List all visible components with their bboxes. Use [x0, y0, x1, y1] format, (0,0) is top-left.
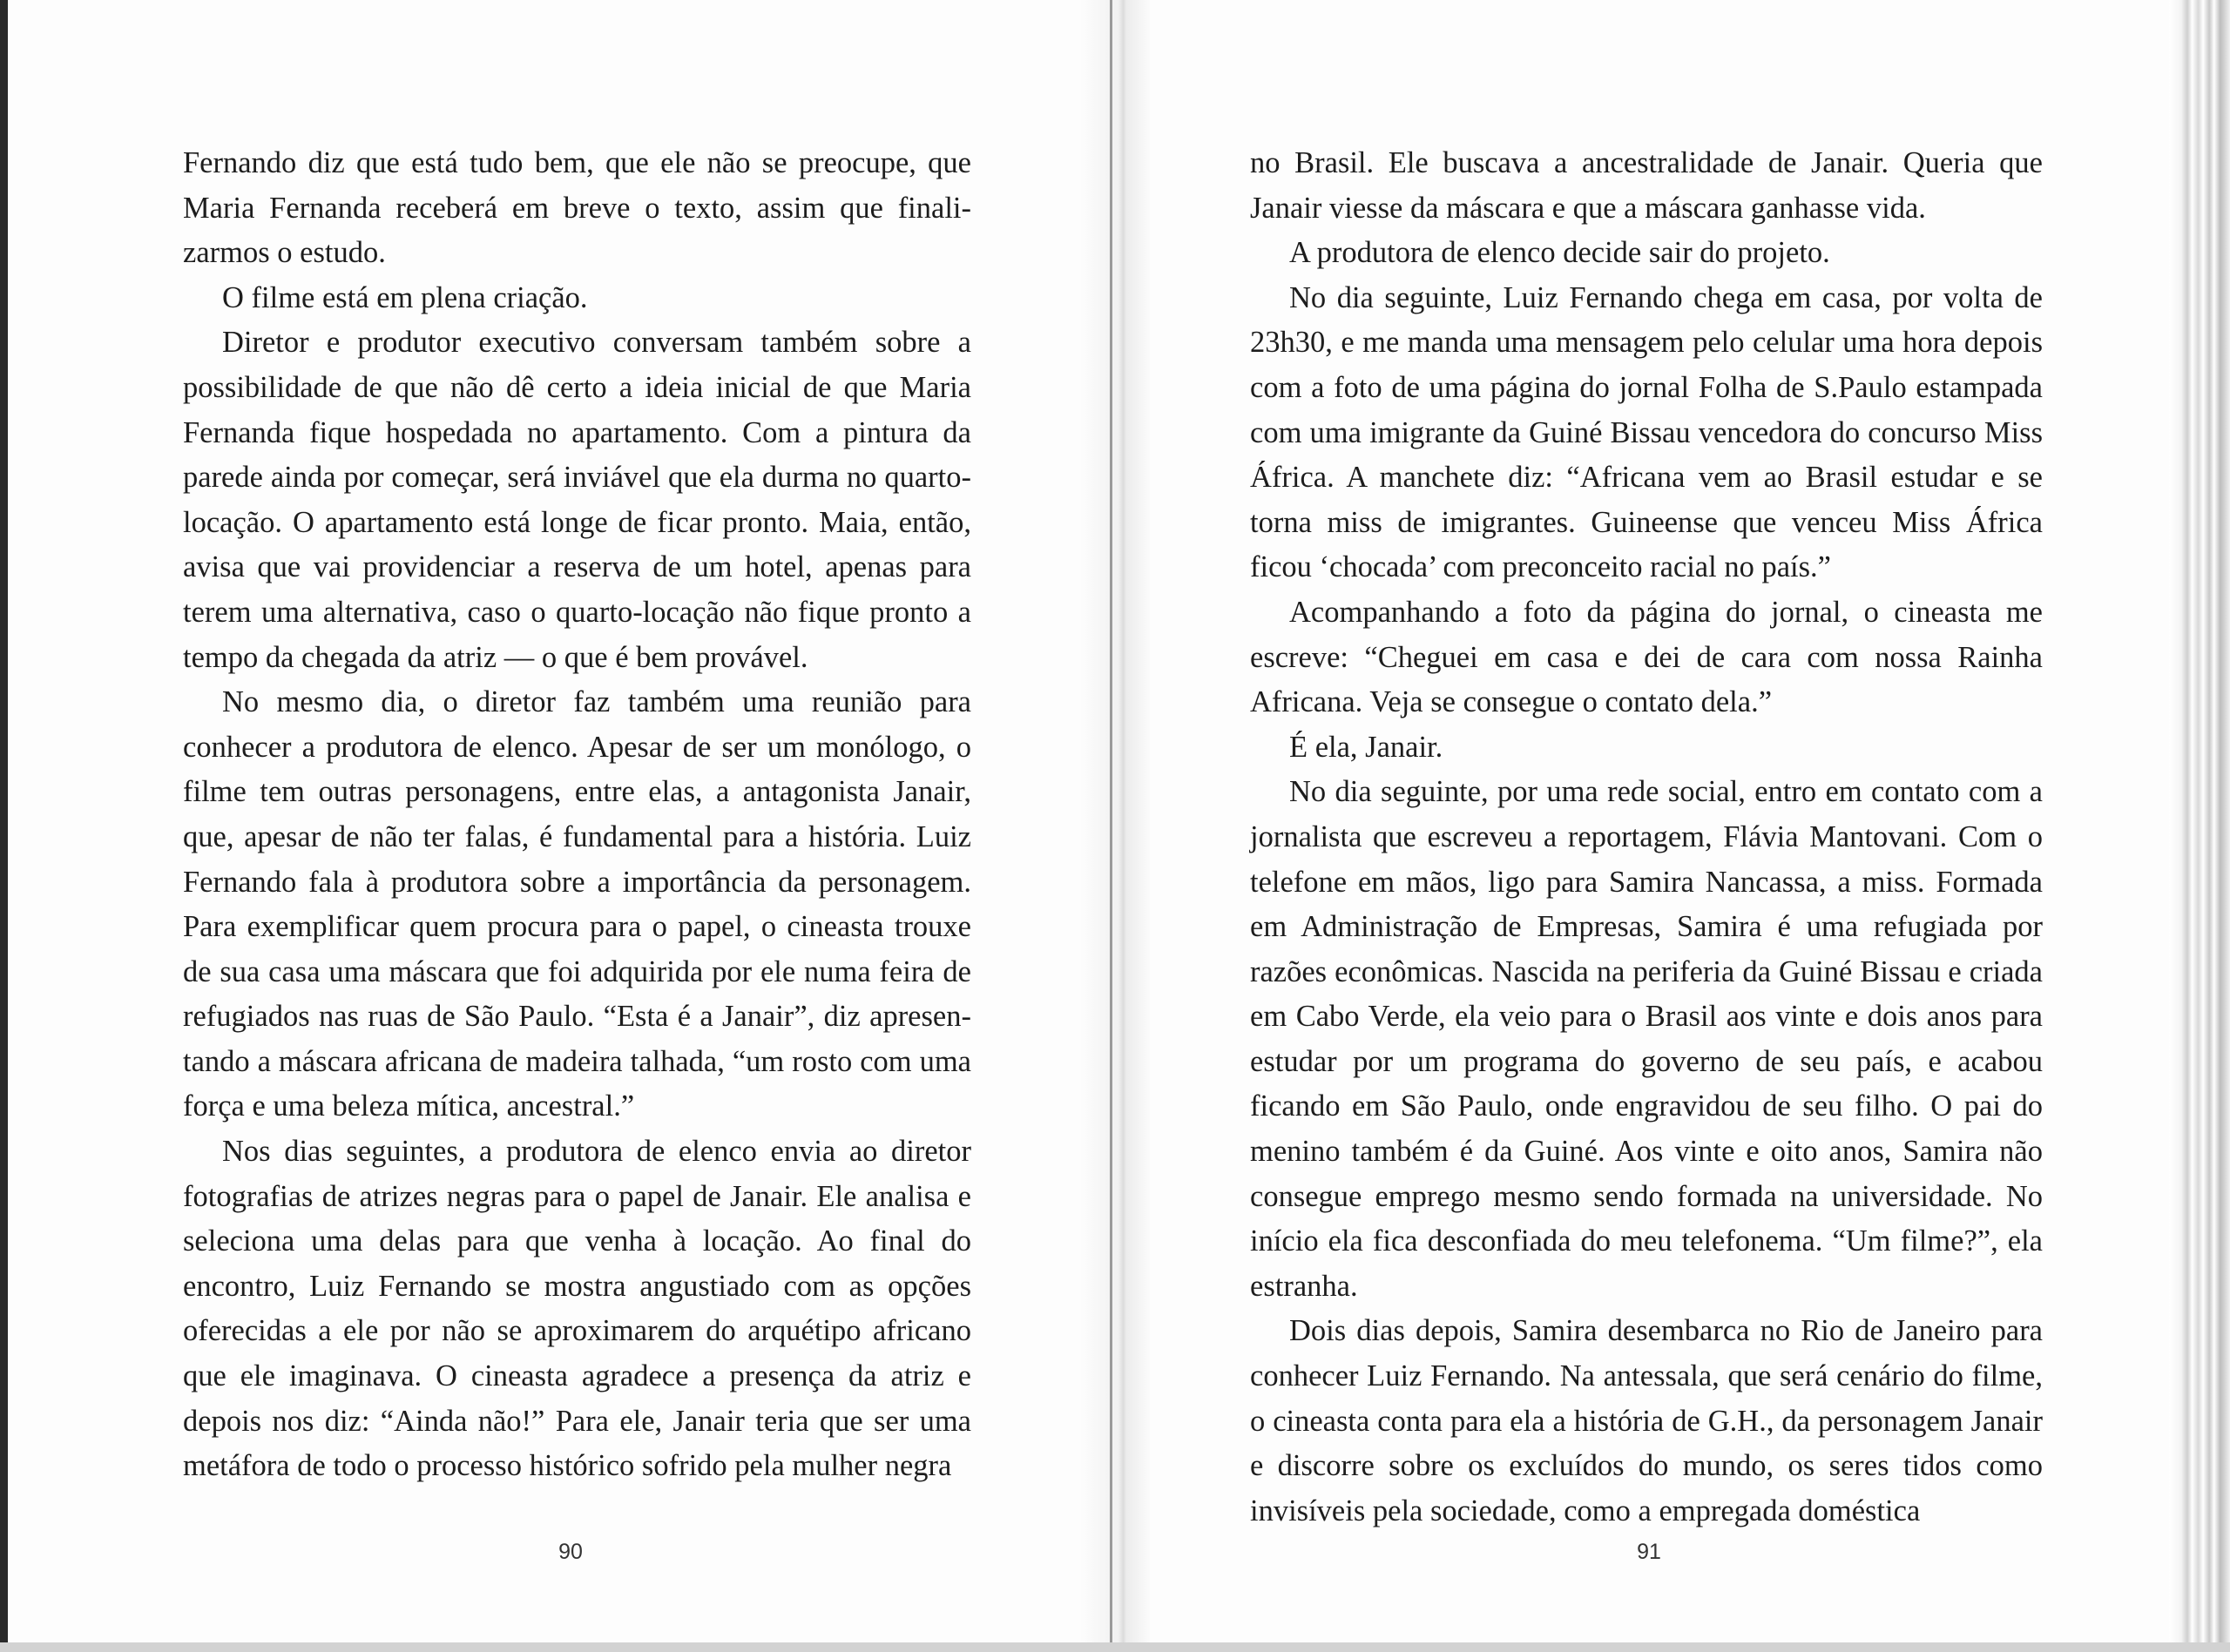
paragraph: No mesmo dia, o diretor faz também uma reunião para conhecer a produtora de elenco. Apesar de ser um monólogo, o filme tem outras personagens, entre elas, a antagonista Janair, que, apesar de não ter falas, é fundamental para a história. Luiz Fernando fala à produtora sobre a importância da personagem. Para exemplificar quem procura para o papel, o cineasta trouxe de sua casa uma máscara que foi adquirida por ele numa feira de refugiados nas ruas de São Paulo. “Esta é a Janair”, diz apresentando a máscara africana de madeira talhada, “um rosto com uma força e uma beleza mítica, ancestral.”	[183, 685, 971, 1123]
paragraph: Fernando diz que está tudo bem, que ele não se preocupe, que Maria Fernanda receberá em breve o texto, assim que finalizarmos o estudo.	[183, 146, 971, 270]
paragraph: O filme está em plena criação.	[222, 280, 588, 314]
paragraph: Diretor e produtor executivo conversam também sobre a possibilidade de que não dê certo a ideia inicial de que Maria Fernanda fique hospedada no apartamento. Com a pintura da parede ainda por começar, será inviável que ela durma no quarto-locação. O apartamento está longe de ficar pronto. Maia, então, avisa que vai providenciar a reserva de um hotel, apenas para terem uma alternativa, caso o quarto-locação não fique pronto a tempo da chegada da atriz — o que é bem provável.	[183, 326, 971, 674]
right-page-text	[1250, 141, 2043, 1534]
left-scan-edge	[0, 0, 8, 1652]
bottom-scan-edge	[0, 1642, 2230, 1652]
paragraph: A produtora de elenco decide sair do projeto.	[1289, 236, 1830, 270]
paragraph: Acompanhando a foto da página do jornal, o cineasta me escreve: “Cheguei em casa e dei de cara com nossa Rainha Africana. Veja se consegue o contato dela.”	[1250, 595, 2043, 719]
left-page-text	[183, 141, 971, 1489]
paragraph: É ela, Janair.	[1289, 730, 1443, 764]
page-number-right: 91	[1637, 1540, 1661, 1564]
paragraph: No dia seguinte, Luiz Fernando chega em casa, por volta de 23h30, e me manda uma mensagem pelo celular uma hora depois com a foto de uma página do jornal Folha de S.Paulo estampada com uma imigrante da Guiné Bissau vencedora do concurso Miss África. A manchete diz: “Africana vem ao Brasil estudar e se torna miss de imigrantes. Guineense que venceu Miss África ficou ‘chocada’ com preconceito racial no país.”	[1250, 280, 2043, 584]
paragraph: Nos dias seguintes, a produtora de elenco envia ao diretor fotografias de atrizes negras para o papel de Janair. Ele analisa e seleciona uma delas para que venha à locação. Ao final do encontro, Luiz Fernando se mostra angustiado com as opções oferecidas a ele por não se aproximarem do arquétipo africano que ele imaginava. O cineasta agradece a presença da atriz e depois nos diz: “Ainda não!” Para ele, Janair teria que ser uma metáfora de todo o processo histórico sofrido pela mulher negra	[183, 1135, 971, 1483]
paragraph: no Brasil. Ele buscava a ancestralidade de Janair. Queria que Janair viesse da máscara e que a máscara ganhasse vida.	[1250, 146, 2043, 225]
paragraph: Dois dias depois, Samira desembarca no Rio de Janeiro para conhecer Luiz Fernando. Na antessala, que será cenário do filme, o cineasta conta para ela a história de G.H., da personagem Janair e discorre sobre os excluídos do mundo, os seres tidos como invisíveis pela sociedade, como a empregada doméstica	[1250, 1314, 2043, 1527]
paragraph: No dia seguinte, por uma rede social, entro em contato com a jornalista que escreveu a reportagem, Flávia Mantovani. Com o telefone em mãos, ligo para Samira Nancassa, a miss. Formada em Administração de Empresas, Samira é uma refugiada por razões econômicas. Nascida na periferia da Guiné Bissau e criada em Cabo Verde, ela veio para o Brasil aos vinte e dois anos para estudar por um programa do governo de seu país, e acabou ficando em São Paulo, onde engravidou de seu filho. O pai do menino também é da Guiné. Aos vinte e oito anos, Samira não consegue emprego mesmo sendo formada na universidade. No início ela fica desconfiada do meu telefonema. “Um filme?”, ela estranha.	[1250, 775, 2043, 1303]
page-stack-edge	[2169, 0, 2230, 1652]
gutter-crease	[1110, 0, 1112, 1652]
book-gutter	[1080, 0, 1150, 1652]
page-number-left: 90	[558, 1540, 583, 1564]
